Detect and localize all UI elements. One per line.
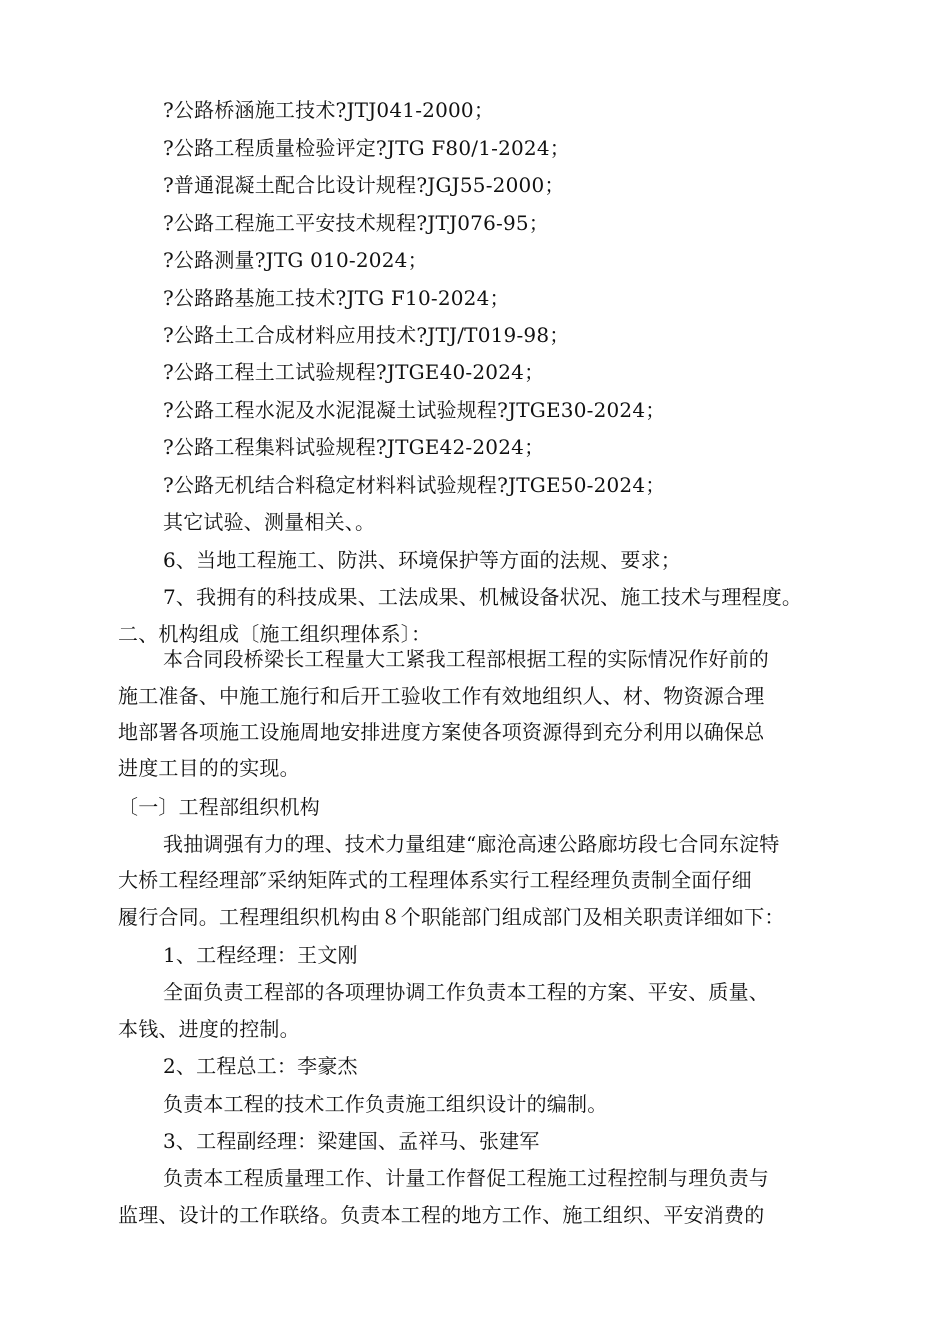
text-line: ?公路测量?JTG 010-2024； — [163, 248, 428, 272]
text-line: 2、工程总工：李豪杰 — [163, 1054, 358, 1078]
text-line: ?公路工程质量检验评定?JTG F80/1-2024； — [163, 136, 570, 160]
text-line: 地部署各项施工设施周地安排进度方案使各项资源得到充分利用以确保总 — [118, 720, 765, 744]
text-line: ?公路工程集料试验规程?JTGE42-2024； — [163, 435, 545, 459]
text-line: 监理、设计的工作联络。负责本工程的地方工作、施工组织、平安消费的 — [118, 1203, 765, 1227]
text-line: ?公路工程水泥及水泥混凝土试验规程?JTGE30-2024； — [163, 398, 666, 422]
text-line: 1、工程经理：王文刚 — [163, 943, 358, 967]
text-line: 6、当地工程施工、防洪、环境保护等方面的法规、要求； — [163, 548, 681, 572]
text-line: 3、工程副经理：梁建国、孟祥马、张建军 — [163, 1129, 540, 1153]
text-line: ?公路路基施工技术?JTG F10-2024； — [163, 286, 510, 310]
text-line: ?公路土工合成材料应用技术?JTJ/T019-98； — [163, 323, 570, 347]
text-line: ?公路工程土工试验规程?JTGE40-2024； — [163, 360, 545, 384]
text-line: 履行合同。工程理组织机构由８个职能部门组成部门及相关职责详细如下： — [118, 905, 785, 929]
text-line: 本合同段桥梁长工程量大工紧我工程部根据工程的实际情况作好前的 — [163, 647, 769, 671]
text-line: ?公路无机结合料稳定材料料试验规程?JTGE50-2024； — [163, 473, 666, 497]
text-line: 我抽调强有力的理、技术力量组建“廊沧高速公路廊坊段七合同东淀特 — [163, 832, 780, 856]
text-line: 负责本工程的技术工作负责施工组织设计的编制。 — [163, 1092, 608, 1116]
text-line: ?普通混凝土配合比设计规程?JGJ55-2000； — [163, 173, 565, 197]
text-line: 全面负责工程部的各项理协调工作负责本工程的方案、平安、质量、 — [163, 980, 769, 1004]
section-heading: 二、机构组成〔施工组织理体系〕： — [118, 622, 432, 646]
text-line: 负责本工程质量理工作、计量工作督促工程施工过程控制与理负责与 — [163, 1166, 769, 1190]
text-line: 其它试验、测量相关、。 — [163, 510, 376, 534]
subsection-heading: 〔一〕工程部组织机构 — [118, 795, 320, 819]
text-line: 施工准备、中施工施行和后开工验收工作有效地组织人、材、物资源合理 — [118, 684, 765, 708]
text-line: 7、我拥有的科技成果、工法成果、机械设备状况、施工技术与理程度。 — [163, 585, 803, 609]
text-line: ?公路工程施工平安技术规程?JTJ076-95； — [163, 211, 550, 235]
text-line: 本钱、进度的控制。 — [118, 1017, 300, 1041]
text-line: 进度工目的的实现。 — [118, 756, 300, 780]
text-line: ?公路桥涵施工技术?JTJ041-2000； — [163, 98, 495, 122]
text-line: 大桥工程经理部″采纳矩阵式的工程理体系实行工程经理负责制全面仔细 — [118, 868, 752, 892]
